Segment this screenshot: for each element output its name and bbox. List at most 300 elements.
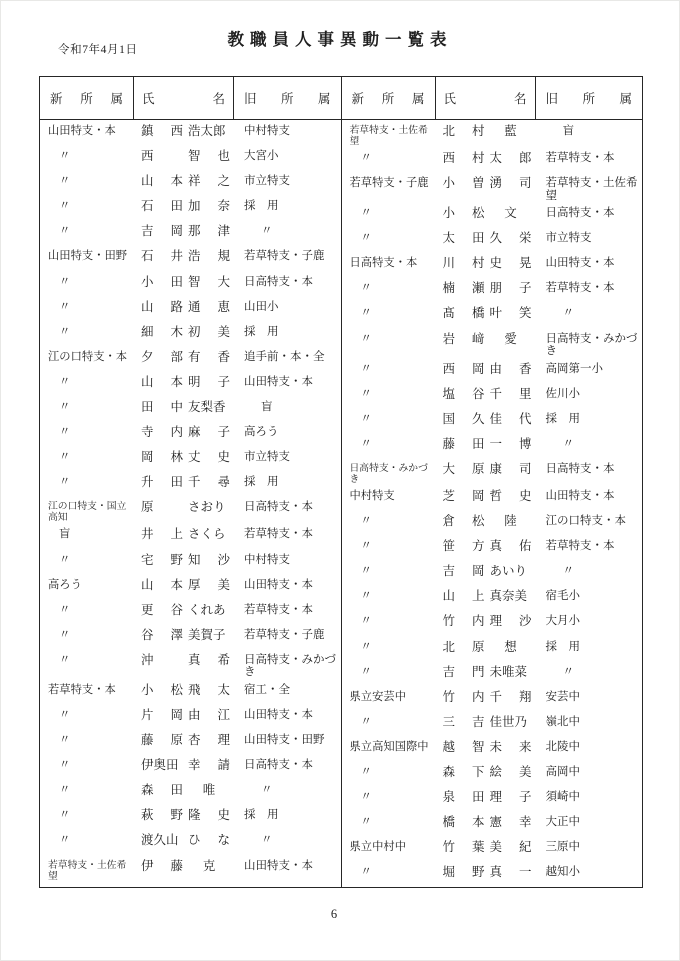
- header-char: 厚: [188, 577, 201, 592]
- header-char: 岡: [471, 488, 485, 503]
- name-cell: [436, 766, 536, 780]
- header-char: 晃: [518, 256, 532, 271]
- header-char: 沙: [217, 552, 230, 567]
- header-char: 太: [217, 682, 230, 697]
- header-char: 陸: [504, 514, 517, 529]
- name-cell: [134, 809, 234, 823]
- header-char: 美: [188, 627, 201, 642]
- header-char: 越: [442, 739, 456, 754]
- name-cell: [134, 200, 234, 214]
- old-affiliation-cell: 若草特支・子鹿: [244, 628, 325, 641]
- old-affiliation-cell: 日高特支・本: [244, 501, 313, 514]
- old-affiliation-cell: 三原中: [545, 841, 580, 854]
- header-char: 旧: [545, 92, 559, 106]
- table-row: [40, 679, 341, 704]
- old-affiliation-cell: 日高特支・みかづき: [244, 653, 336, 679]
- old-affiliation-cell: 佐川小: [545, 387, 580, 400]
- given-name: [490, 515, 532, 529]
- table-header-right: [342, 77, 643, 120]
- table-row: [342, 458, 643, 485]
- old-affiliation-cell: 北陵中: [545, 740, 580, 753]
- header-char: 所: [582, 92, 595, 106]
- header-char: 北: [442, 124, 456, 138]
- new-affiliation-cell: 若草特支・本: [48, 683, 116, 696]
- table-row: [40, 145, 341, 170]
- old-affiliation-cell: 若草特支・本: [545, 540, 615, 553]
- header-char: 小: [442, 176, 456, 191]
- name-cell: [436, 282, 536, 296]
- header-char: 属: [411, 92, 425, 106]
- header-char: 原: [141, 500, 154, 515]
- header-char: 文: [504, 206, 517, 221]
- header-char: 上: [471, 589, 485, 604]
- given-name: [490, 232, 532, 246]
- table-row: [40, 471, 341, 496]
- table-row: [40, 271, 341, 296]
- old-affiliation-cell: 日高特支・本: [244, 275, 313, 288]
- name-cell: [436, 540, 536, 554]
- header-char: ら: [213, 527, 226, 542]
- name-cell: [436, 307, 536, 321]
- family-name: [443, 691, 485, 705]
- name-cell: [134, 734, 234, 748]
- header-char: 更: [141, 602, 154, 617]
- name-cell: [436, 716, 536, 730]
- given-name: [188, 654, 230, 668]
- header-char: 野: [170, 552, 183, 567]
- family-name: [141, 326, 183, 340]
- new-affiliation-cell: 盲: [59, 528, 71, 541]
- header-char: あ: [489, 564, 503, 579]
- name-cell: [436, 641, 536, 655]
- header-char: 杏: [188, 733, 201, 748]
- old-affiliation-cell: 採 用: [545, 412, 580, 425]
- header-char: 由: [188, 707, 201, 722]
- new-affiliation-cell: 〃: [360, 615, 372, 628]
- header-char: 智: [188, 274, 201, 289]
- page-number: 6: [330, 907, 338, 921]
- header-char: 竹: [442, 840, 456, 855]
- table-row: [342, 686, 643, 711]
- old-affiliation-cell: 採 用: [244, 200, 279, 213]
- header-char: 美: [489, 840, 503, 855]
- header-char: 笑: [518, 306, 532, 321]
- old-affiliation-cell: 山田特支・本: [244, 375, 313, 388]
- header-char: 那: [188, 224, 201, 239]
- new-affiliation-cell: 〃: [59, 759, 71, 772]
- header-char: 橋: [471, 306, 485, 321]
- new-affiliation-cell: 〃: [360, 816, 372, 829]
- header-char: 川: [442, 256, 456, 271]
- given-name: [490, 257, 532, 271]
- header-char: 芝: [442, 488, 456, 503]
- header-char: 井: [141, 527, 154, 542]
- header-new-affiliation: [342, 77, 436, 119]
- given-name: [188, 150, 230, 164]
- header-char: 松: [471, 206, 485, 221]
- family-name: [443, 841, 485, 855]
- name-cell: [436, 515, 536, 529]
- given-name: [188, 326, 230, 340]
- header-char: あ: [213, 602, 226, 617]
- new-affiliation-cell: 〃: [59, 553, 71, 566]
- given-name: [188, 476, 230, 490]
- header-char: 路: [170, 299, 183, 314]
- header-char: 属: [317, 92, 331, 106]
- family-name: [443, 463, 485, 477]
- header-char: 江: [217, 707, 230, 722]
- old-affiliation-cell: 追手前・本・全: [244, 350, 325, 363]
- header-char: 曽: [471, 176, 485, 191]
- header-char: 鎮: [141, 124, 154, 138]
- header-char: 愛: [504, 331, 517, 346]
- old-affiliation-cell: 安芸中: [545, 690, 580, 703]
- header-char: 久: [471, 411, 485, 426]
- name-cell: [436, 257, 536, 271]
- new-affiliation-cell: 〃: [360, 232, 372, 245]
- new-affiliation-cell: 高ろう: [48, 578, 82, 591]
- header-char: 久: [153, 833, 167, 848]
- family-name: [141, 654, 183, 668]
- header-char: 幸: [188, 758, 201, 773]
- name-cell: [134, 554, 234, 568]
- family-name: [141, 734, 183, 748]
- header-char: 小: [141, 274, 154, 289]
- header-char: 隆: [188, 808, 201, 823]
- header-char: 大: [442, 461, 456, 476]
- family-name: [443, 177, 485, 191]
- old-affiliation-cell: 山田特支・本: [545, 489, 615, 502]
- table-row: [342, 120, 643, 147]
- table-row: [342, 433, 643, 458]
- header-char: 里: [518, 386, 532, 401]
- header-char: 部: [170, 349, 183, 364]
- header-char: 谷: [141, 627, 154, 642]
- new-affiliation-cell: 〃: [59, 476, 71, 489]
- old-affiliation-cell: 宿工・全: [244, 683, 290, 696]
- new-affiliation-cell: 〃: [360, 540, 372, 553]
- table-row: [342, 383, 643, 408]
- family-name: [141, 501, 183, 515]
- name-cell: [436, 816, 536, 830]
- header-char: 上: [170, 527, 183, 542]
- given-name: [490, 490, 532, 504]
- family-name: [141, 554, 183, 568]
- given-name: [188, 834, 230, 848]
- family-name: [443, 232, 485, 246]
- header-char: 中: [170, 400, 183, 415]
- header-char: 石: [141, 249, 154, 264]
- new-affiliation-cell: 〃: [59, 200, 71, 213]
- given-name: [188, 604, 230, 618]
- family-name: [443, 791, 485, 805]
- new-affiliation-cell: 〃: [360, 590, 372, 603]
- header-char: 楠: [442, 281, 456, 296]
- header-char: 由: [489, 361, 503, 376]
- header-char: 国: [442, 411, 456, 426]
- header-char: さ: [188, 500, 201, 515]
- table-row: [342, 302, 643, 327]
- header-char: 祥: [188, 174, 201, 189]
- old-affiliation-cell: 大正中: [545, 816, 580, 829]
- name-cell: [134, 225, 234, 239]
- header-char: 司: [518, 461, 532, 476]
- name-cell: [134, 860, 234, 874]
- header-char: 内: [170, 425, 183, 440]
- name-cell: [436, 590, 536, 604]
- table-row: [342, 736, 643, 761]
- old-affiliation-cell: 〃: [562, 307, 574, 320]
- given-name: [188, 860, 230, 874]
- given-name: [188, 501, 230, 515]
- new-affiliation-cell: 〃: [59, 834, 71, 847]
- old-affiliation-cell: 大月小: [545, 615, 580, 628]
- header-char: 西: [442, 361, 456, 376]
- header-char: 智: [188, 149, 201, 164]
- header-char: 未: [489, 739, 503, 754]
- header-char: 片: [141, 707, 154, 722]
- old-affiliation-cell: 市立特支: [244, 451, 290, 464]
- name-cell: [134, 579, 234, 593]
- old-affiliation-cell: 若草特支・子鹿: [244, 250, 325, 263]
- header-char: 久: [489, 231, 503, 246]
- new-affiliation-cell: 県立中村中: [349, 841, 406, 854]
- header-char: 所: [280, 92, 294, 106]
- name-cell: [134, 654, 234, 668]
- table-row: [342, 610, 643, 635]
- personnel-transfer-table: [39, 76, 643, 888]
- header-char: 下: [471, 764, 485, 779]
- header-char: 属: [110, 92, 123, 106]
- table-row: [342, 811, 643, 836]
- given-name: [188, 734, 230, 748]
- name-cell: [134, 376, 234, 390]
- given-name: [188, 784, 230, 798]
- new-affiliation-cell: 江の口特支・国立高知: [48, 501, 127, 524]
- table-row: [40, 523, 341, 548]
- header-char: 塩: [442, 386, 456, 401]
- header-char: 小: [442, 206, 456, 221]
- header-char: 浩: [188, 249, 201, 264]
- new-affiliation-cell: 〃: [59, 300, 71, 313]
- new-affiliation-cell: 〃: [59, 426, 71, 439]
- header-char: 津: [217, 224, 230, 239]
- table-row: [40, 245, 341, 270]
- name-cell: [134, 125, 234, 139]
- family-name: [443, 413, 485, 427]
- table-row: [342, 861, 643, 887]
- name-cell: [134, 834, 234, 848]
- given-name: [490, 615, 532, 629]
- old-affiliation-cell: 大宮小: [244, 150, 279, 163]
- header-char: 吉: [442, 664, 456, 679]
- family-name: [141, 351, 183, 365]
- header-char: 太: [442, 231, 456, 246]
- given-name: [490, 816, 532, 830]
- new-affiliation-cell: 〃: [360, 565, 372, 578]
- name-cell: [134, 250, 234, 264]
- table-row: [40, 496, 341, 523]
- family-name: [443, 741, 485, 755]
- header-char: 沙: [518, 614, 532, 629]
- family-name: [141, 684, 183, 698]
- family-name: [443, 490, 485, 504]
- old-affiliation-cell: 若草特支・本: [244, 528, 313, 541]
- header-char: 小: [141, 682, 154, 697]
- table-row: [40, 170, 341, 195]
- header-char: 氏: [142, 92, 155, 106]
- old-affiliation-cell: 若草特支・本: [244, 603, 313, 616]
- header-char: 山: [442, 589, 456, 604]
- given-name: [188, 426, 230, 440]
- header-char: 知: [188, 552, 201, 567]
- header-char: 叶: [489, 306, 503, 321]
- new-affiliation-cell: 〃: [360, 282, 372, 295]
- given-name: [490, 207, 532, 221]
- table-row: [40, 220, 341, 245]
- header-char: 奥: [153, 758, 167, 773]
- header-char: 村: [471, 124, 485, 138]
- page-title: 教職員人事異動一覧表: [227, 30, 453, 49]
- header-char: く: [188, 602, 201, 617]
- given-name: [490, 152, 532, 166]
- header-char: 飛: [188, 682, 201, 697]
- header-char: 史: [217, 808, 230, 823]
- header-char: 岩: [442, 331, 456, 346]
- given-name: [490, 791, 532, 805]
- table-row: [40, 649, 341, 679]
- old-affiliation-cell: 宿毛小: [545, 590, 580, 603]
- given-name: [490, 125, 532, 139]
- header-char: 田: [170, 199, 183, 214]
- header-char: 田: [471, 231, 485, 246]
- new-affiliation-cell: 〃: [360, 362, 372, 375]
- header-char: 田: [141, 400, 154, 415]
- header-char: 本: [471, 815, 485, 830]
- header-char: 通: [188, 299, 201, 314]
- table-row: [342, 202, 643, 227]
- given-name: [490, 866, 532, 880]
- header-char: 林: [170, 450, 183, 465]
- header-char: 田: [170, 475, 183, 490]
- family-name: [141, 125, 183, 139]
- header-char: な: [217, 833, 230, 848]
- family-name: [443, 590, 485, 604]
- table-right-half: [341, 77, 643, 887]
- header-char: り: [213, 500, 226, 515]
- name-cell: [134, 351, 234, 365]
- new-affiliation-cell: 〃: [360, 307, 372, 320]
- header-char: 恵: [217, 299, 230, 314]
- header-old-affiliation: [536, 77, 643, 119]
- family-name: [443, 307, 485, 321]
- table-row: [40, 195, 341, 220]
- header-char: 規: [217, 249, 230, 264]
- new-affiliation-cell: 〃: [360, 515, 372, 528]
- name-cell: [436, 490, 536, 504]
- given-name: [188, 528, 230, 542]
- family-name: [443, 866, 485, 880]
- header-char: 千: [489, 689, 503, 704]
- name-cell: [436, 207, 536, 221]
- header-char: 宅: [141, 552, 154, 567]
- new-affiliation-cell: 日高特支・みかづき: [349, 462, 428, 485]
- header-char: 石: [141, 199, 154, 214]
- family-name: [141, 579, 183, 593]
- header-char: 克: [202, 858, 216, 873]
- given-name: [188, 175, 230, 189]
- header-char: 渡: [141, 833, 154, 848]
- header-char: 伊: [141, 758, 154, 773]
- header-char: 康: [489, 461, 503, 476]
- header-char: 一: [489, 436, 503, 451]
- new-affiliation-cell: 〃: [59, 734, 71, 747]
- header-char: 寺: [141, 425, 154, 440]
- name-cell: [134, 501, 234, 515]
- family-name: [141, 225, 183, 239]
- header-char: 美: [514, 589, 528, 604]
- table-row: [342, 560, 643, 585]
- header-char: 竹: [442, 614, 456, 629]
- family-name: [443, 515, 485, 529]
- header-char: 幸: [518, 815, 532, 830]
- header-char: 山: [141, 174, 154, 189]
- given-name: [188, 351, 230, 365]
- family-name: [141, 476, 183, 490]
- header-char: 史: [217, 450, 230, 465]
- header-char: 堀: [442, 865, 456, 880]
- family-name: [141, 276, 183, 290]
- header-char: 橋: [442, 815, 456, 830]
- header-char: 世: [502, 714, 515, 729]
- new-affiliation-cell: 〃: [59, 325, 71, 338]
- header-char: 本: [170, 577, 183, 592]
- old-affiliation-cell: 〃: [562, 437, 574, 450]
- new-affiliation-cell: 県立高知国際中: [349, 740, 429, 753]
- header-char: 田: [170, 274, 183, 289]
- old-affiliation-cell: 日高特支・みかづき: [545, 332, 638, 358]
- header-char: 谷: [170, 602, 183, 617]
- new-affiliation-cell: 〃: [360, 332, 372, 345]
- family-name: [141, 860, 183, 874]
- name-cell: [134, 684, 234, 698]
- header-char: 夕: [141, 349, 154, 364]
- given-name: [490, 716, 532, 730]
- old-affiliation-cell: 高岡第一小: [545, 362, 603, 375]
- header-char: 乃: [514, 714, 528, 729]
- header-char: 麻: [188, 425, 201, 440]
- header-char: 田: [471, 436, 485, 451]
- old-affiliation-cell: 採 用: [244, 325, 279, 338]
- table-row: [40, 829, 341, 854]
- family-name: [443, 716, 485, 730]
- name-cell: [436, 152, 536, 166]
- header-char: 西: [170, 124, 183, 138]
- given-name: [490, 540, 532, 554]
- new-affiliation-cell: 〃: [59, 451, 71, 464]
- given-name: [490, 363, 532, 377]
- old-affiliation-cell: 〃: [261, 834, 273, 847]
- table-row: [40, 371, 341, 396]
- header-char: 哲: [489, 488, 503, 503]
- table-row: [40, 574, 341, 599]
- given-name: [490, 307, 532, 321]
- header-char: 細: [141, 324, 154, 339]
- name-cell: [436, 615, 536, 629]
- header-char: 新: [50, 92, 63, 106]
- name-cell: [134, 451, 234, 465]
- header-char: さ: [188, 527, 201, 542]
